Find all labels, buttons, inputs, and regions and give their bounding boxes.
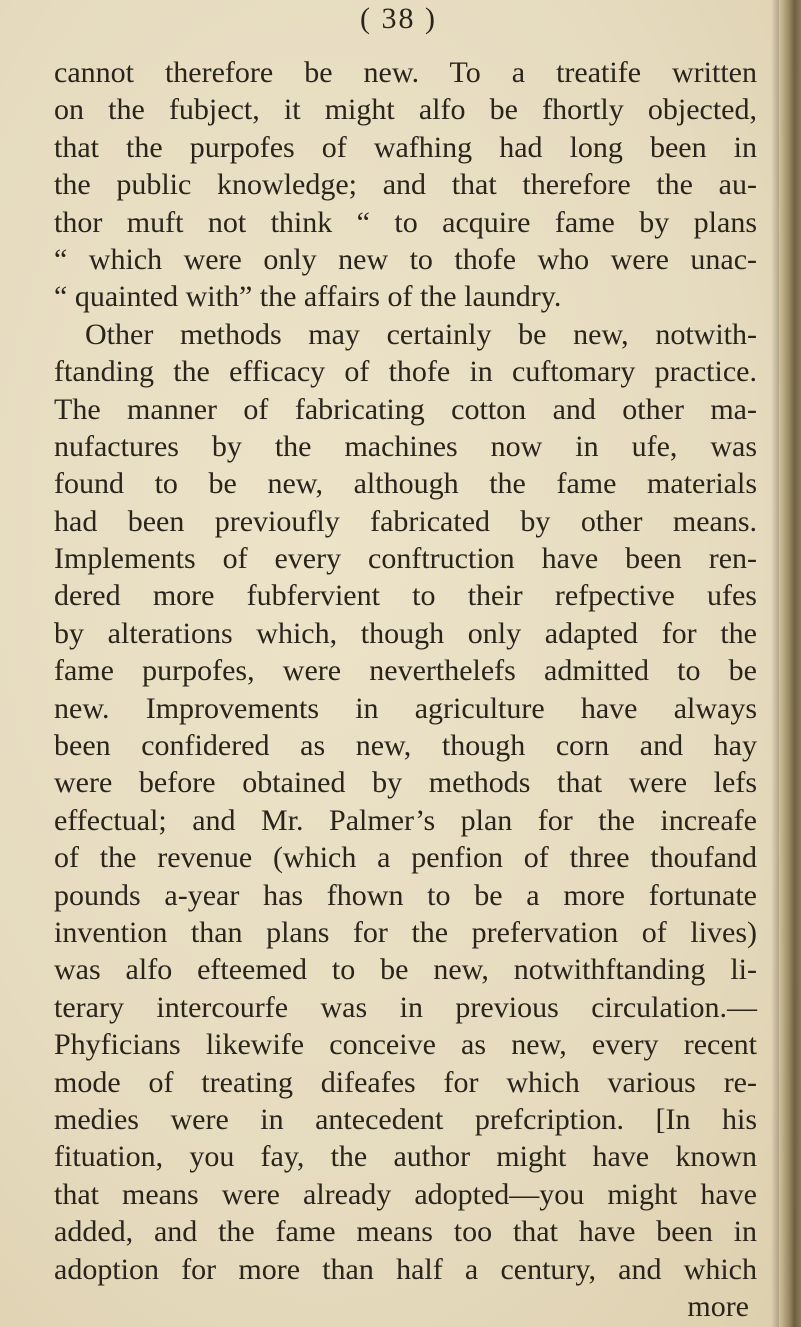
text-line: been confidered as new, though corn and hay: [54, 729, 757, 763]
body-text: [54, 54, 757, 1325]
text-line: The manner of fabricating cotton and other ma-: [54, 392, 757, 426]
text-line: on the fubject, it might alfo be fhortly objected,: [54, 93, 757, 127]
text-line: mode of treating difeafes for which various re-: [54, 1065, 757, 1099]
text-line: had been previoufly fabricated by other means.: [54, 504, 757, 538]
text-line: thor muft not think “ to acquire fame by plans: [54, 205, 757, 239]
page-number: ( 38 ): [360, 2, 437, 35]
text-line: nufactures by the machines now in ufe, was: [54, 429, 757, 463]
page-gutter-shadow: [771, 0, 779, 1327]
text-line: Phyficians likewife conceive as new, every recent: [54, 1028, 757, 1062]
text-line: of the revenue (which a penfion of three thoufand: [54, 841, 757, 875]
text-line: medies were in antecedent prefcription. [In his: [54, 1102, 757, 1136]
text-line: Implements of every conftruction have been ren-: [54, 542, 757, 576]
catchword: more: [687, 1289, 749, 1323]
text-line: was alfo efteemed to be new, notwithftanding li-: [54, 953, 757, 987]
page-edge: [779, 0, 801, 1327]
text-line: invention than plans for the prefervation of lives): [54, 915, 757, 949]
text-line: by alterations which, though only adapted for the: [54, 616, 757, 650]
text-line: dered more fubfervient to their refpective ufes: [54, 579, 757, 613]
text-line: fituation, you fay, the author might have known: [54, 1140, 757, 1174]
text-line: fame purpofes, were neverthelefs admitted to be: [54, 654, 757, 688]
text-line: effectual; and Mr. Palmer’s plan for the increafe: [54, 803, 757, 837]
text-line: the public knowledge; and that therefore the au-: [54, 168, 757, 202]
text-line: found to be new, although the fame materials: [54, 467, 757, 501]
text-line: were before obtained by methods that were lefs: [54, 766, 757, 800]
text-line: “ quainted with” the affairs of the laundry.: [54, 280, 562, 314]
text-line: new. Improvements in agriculture have always: [54, 691, 757, 725]
text-line: added, and the fame means too that have been in: [54, 1215, 757, 1249]
text-line: that the purpofes of wafhing had long been in: [54, 130, 757, 164]
text-line: that means were already adopted—you might have: [54, 1177, 757, 1211]
text-line: “ which were only new to thofe who were unac-: [54, 242, 757, 276]
text-line: cannot therefore be new. To a treatife written: [54, 56, 757, 89]
text-line: pounds a-year has fhown to be a more fortunate: [54, 878, 757, 912]
text-line: Other methods may certainly be new, notwith-: [85, 317, 757, 351]
text-line: adoption for more than half a century, and which: [54, 1252, 757, 1286]
text-line: ftanding the efficacy of thofe in cuftomary practice.: [54, 355, 757, 389]
text-line: terary intercourfe was in previous circulation.—: [54, 990, 757, 1024]
